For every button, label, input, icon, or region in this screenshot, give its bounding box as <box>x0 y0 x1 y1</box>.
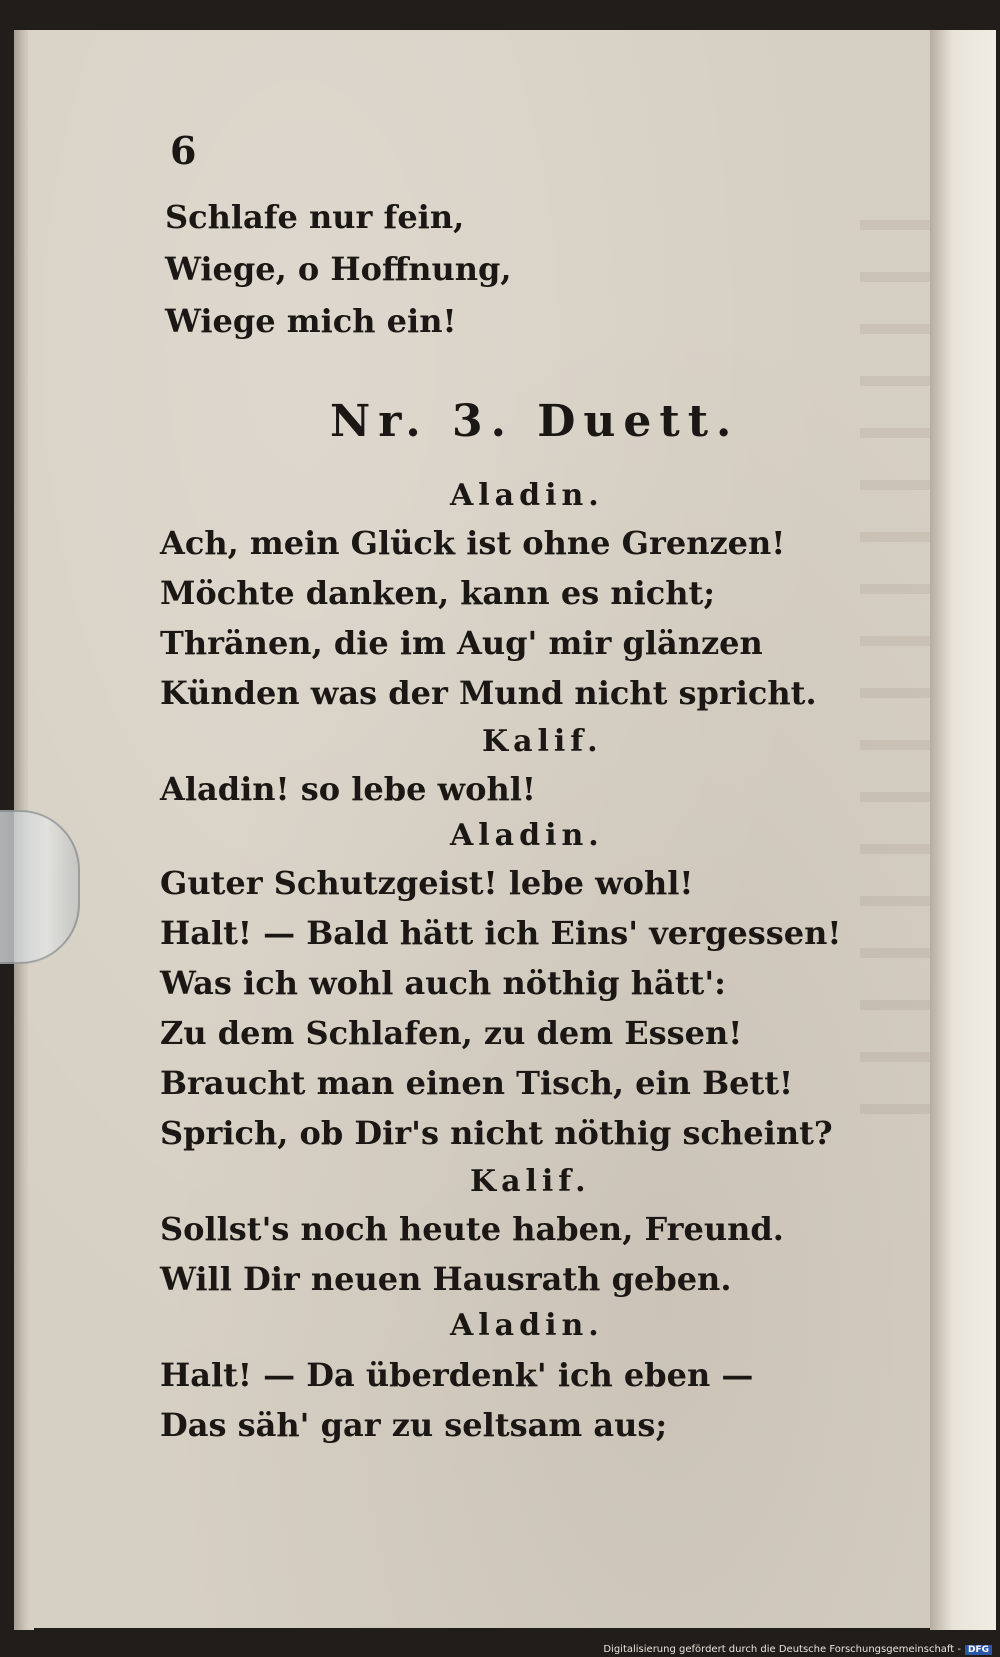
verse-line: Das säh' gar zu seltsam aus; <box>160 1406 668 1444</box>
digitization-footer <box>603 1644 992 1655</box>
speaker-name: Aladin. <box>450 1308 604 1343</box>
verse-line: Halt! — Bald hätt ich Eins' vergessen! <box>160 914 842 952</box>
verse-line: Möchte danken, kann es nicht; <box>160 574 716 612</box>
verse-line: Will Dir neuen Hausrath geben. <box>160 1260 732 1298</box>
speaker-name: Kalif. <box>482 724 603 759</box>
facing-page-edge <box>930 30 996 1630</box>
verse-line: Zu dem Schlafen, zu dem Essen! <box>160 1014 743 1052</box>
speaker-name: Kalif. <box>470 1164 591 1199</box>
bleed-through-texture <box>860 220 930 1120</box>
verse-line: Schlafe nur fein, <box>165 198 465 236</box>
footer-text: Digitalisierung gefördert durch die Deutsche Forschungsgemeinschaft - <box>603 1644 961 1655</box>
verse-line: Halt! — Da überdenk' ich eben — <box>160 1356 754 1394</box>
verse-line: Sprich, ob Dir's nicht nöthig scheint? <box>160 1114 833 1152</box>
verse-line: Aladin! so lebe wohl! <box>160 770 536 808</box>
page-number: 6 <box>170 128 197 173</box>
verse-line: Ach, mein Glück ist ohne Grenzen! <box>160 524 786 562</box>
verse-line: Was ich wohl auch nöthig hätt': <box>160 964 726 1002</box>
verse-line: Sollst's noch heute haben, Freund. <box>160 1210 784 1248</box>
speaker-name: Aladin. <box>450 478 604 513</box>
verse-line: Wiege mich ein! <box>165 302 457 340</box>
dfg-logo: DFG <box>965 1645 992 1655</box>
verse-line: Wiege, o Hoffnung, <box>165 250 512 288</box>
section-heading: Nr. 3. Duett. <box>330 396 740 447</box>
verse-line: Thränen, die im Aug' mir glänzen <box>160 624 763 662</box>
speaker-name: Aladin. <box>450 818 604 853</box>
verse-line: Künden was der Mund nicht spricht. <box>160 674 817 712</box>
verse-line: Guter Schutzgeist! lebe wohl! <box>160 864 694 902</box>
verse-line: Braucht man einen Tisch, ein Bett! <box>160 1064 794 1102</box>
